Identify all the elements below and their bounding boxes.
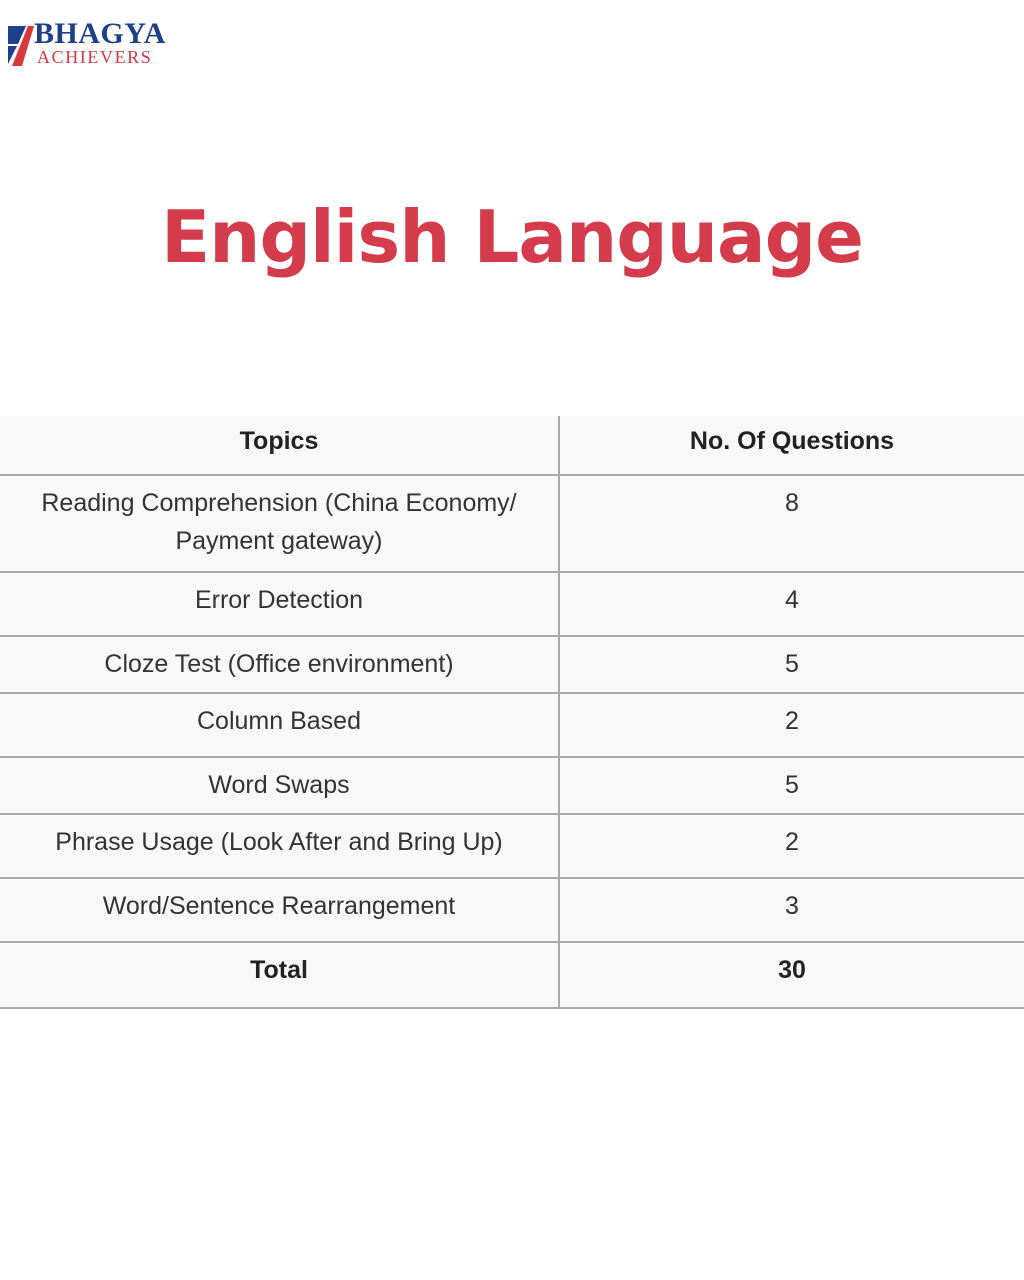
table-row — [0, 757, 1024, 814]
total-label: Total — [0, 942, 559, 1008]
topic-cell: Reading Comprehension (China Economy/ Payment gateway) — [0, 475, 559, 572]
topic-cell: Word Swaps — [0, 757, 559, 814]
count-cell: 5 — [559, 636, 1024, 693]
brand-logo — [4, 18, 174, 70]
table-row — [0, 572, 1024, 636]
table-row — [0, 475, 1024, 572]
topic-cell: Word/Sentence Rearrangement — [0, 878, 559, 942]
count-cell: 8 — [559, 475, 1024, 572]
topic-cell: Phrase Usage (Look After and Bring Up) — [0, 814, 559, 878]
table-row — [0, 636, 1024, 693]
header-question-count: No. Of Questions — [559, 416, 1024, 475]
count-cell: 2 — [559, 693, 1024, 757]
page-title: English Language — [161, 195, 863, 279]
topic-cell: Error Detection — [0, 572, 559, 636]
header-topics: Topics — [0, 416, 559, 475]
count-cell: 5 — [559, 757, 1024, 814]
topics-table — [0, 416, 1024, 1009]
table-header-row — [0, 416, 1024, 475]
table-row — [0, 814, 1024, 878]
topic-cell: Cloze Test (Office environment) — [0, 636, 559, 693]
topic-cell: Column Based — [0, 693, 559, 757]
count-cell: 2 — [559, 814, 1024, 878]
total-count: 30 — [559, 942, 1024, 1008]
table-total-row — [0, 942, 1024, 1008]
count-cell: 3 — [559, 878, 1024, 942]
logo-name-top: BHAGYA — [34, 17, 166, 50]
logo-name-bottom: ACHIEVERS — [37, 47, 153, 67]
table-row — [0, 878, 1024, 942]
table-row — [0, 693, 1024, 757]
count-cell: 4 — [559, 572, 1024, 636]
logo-mark-icon — [4, 22, 36, 66]
